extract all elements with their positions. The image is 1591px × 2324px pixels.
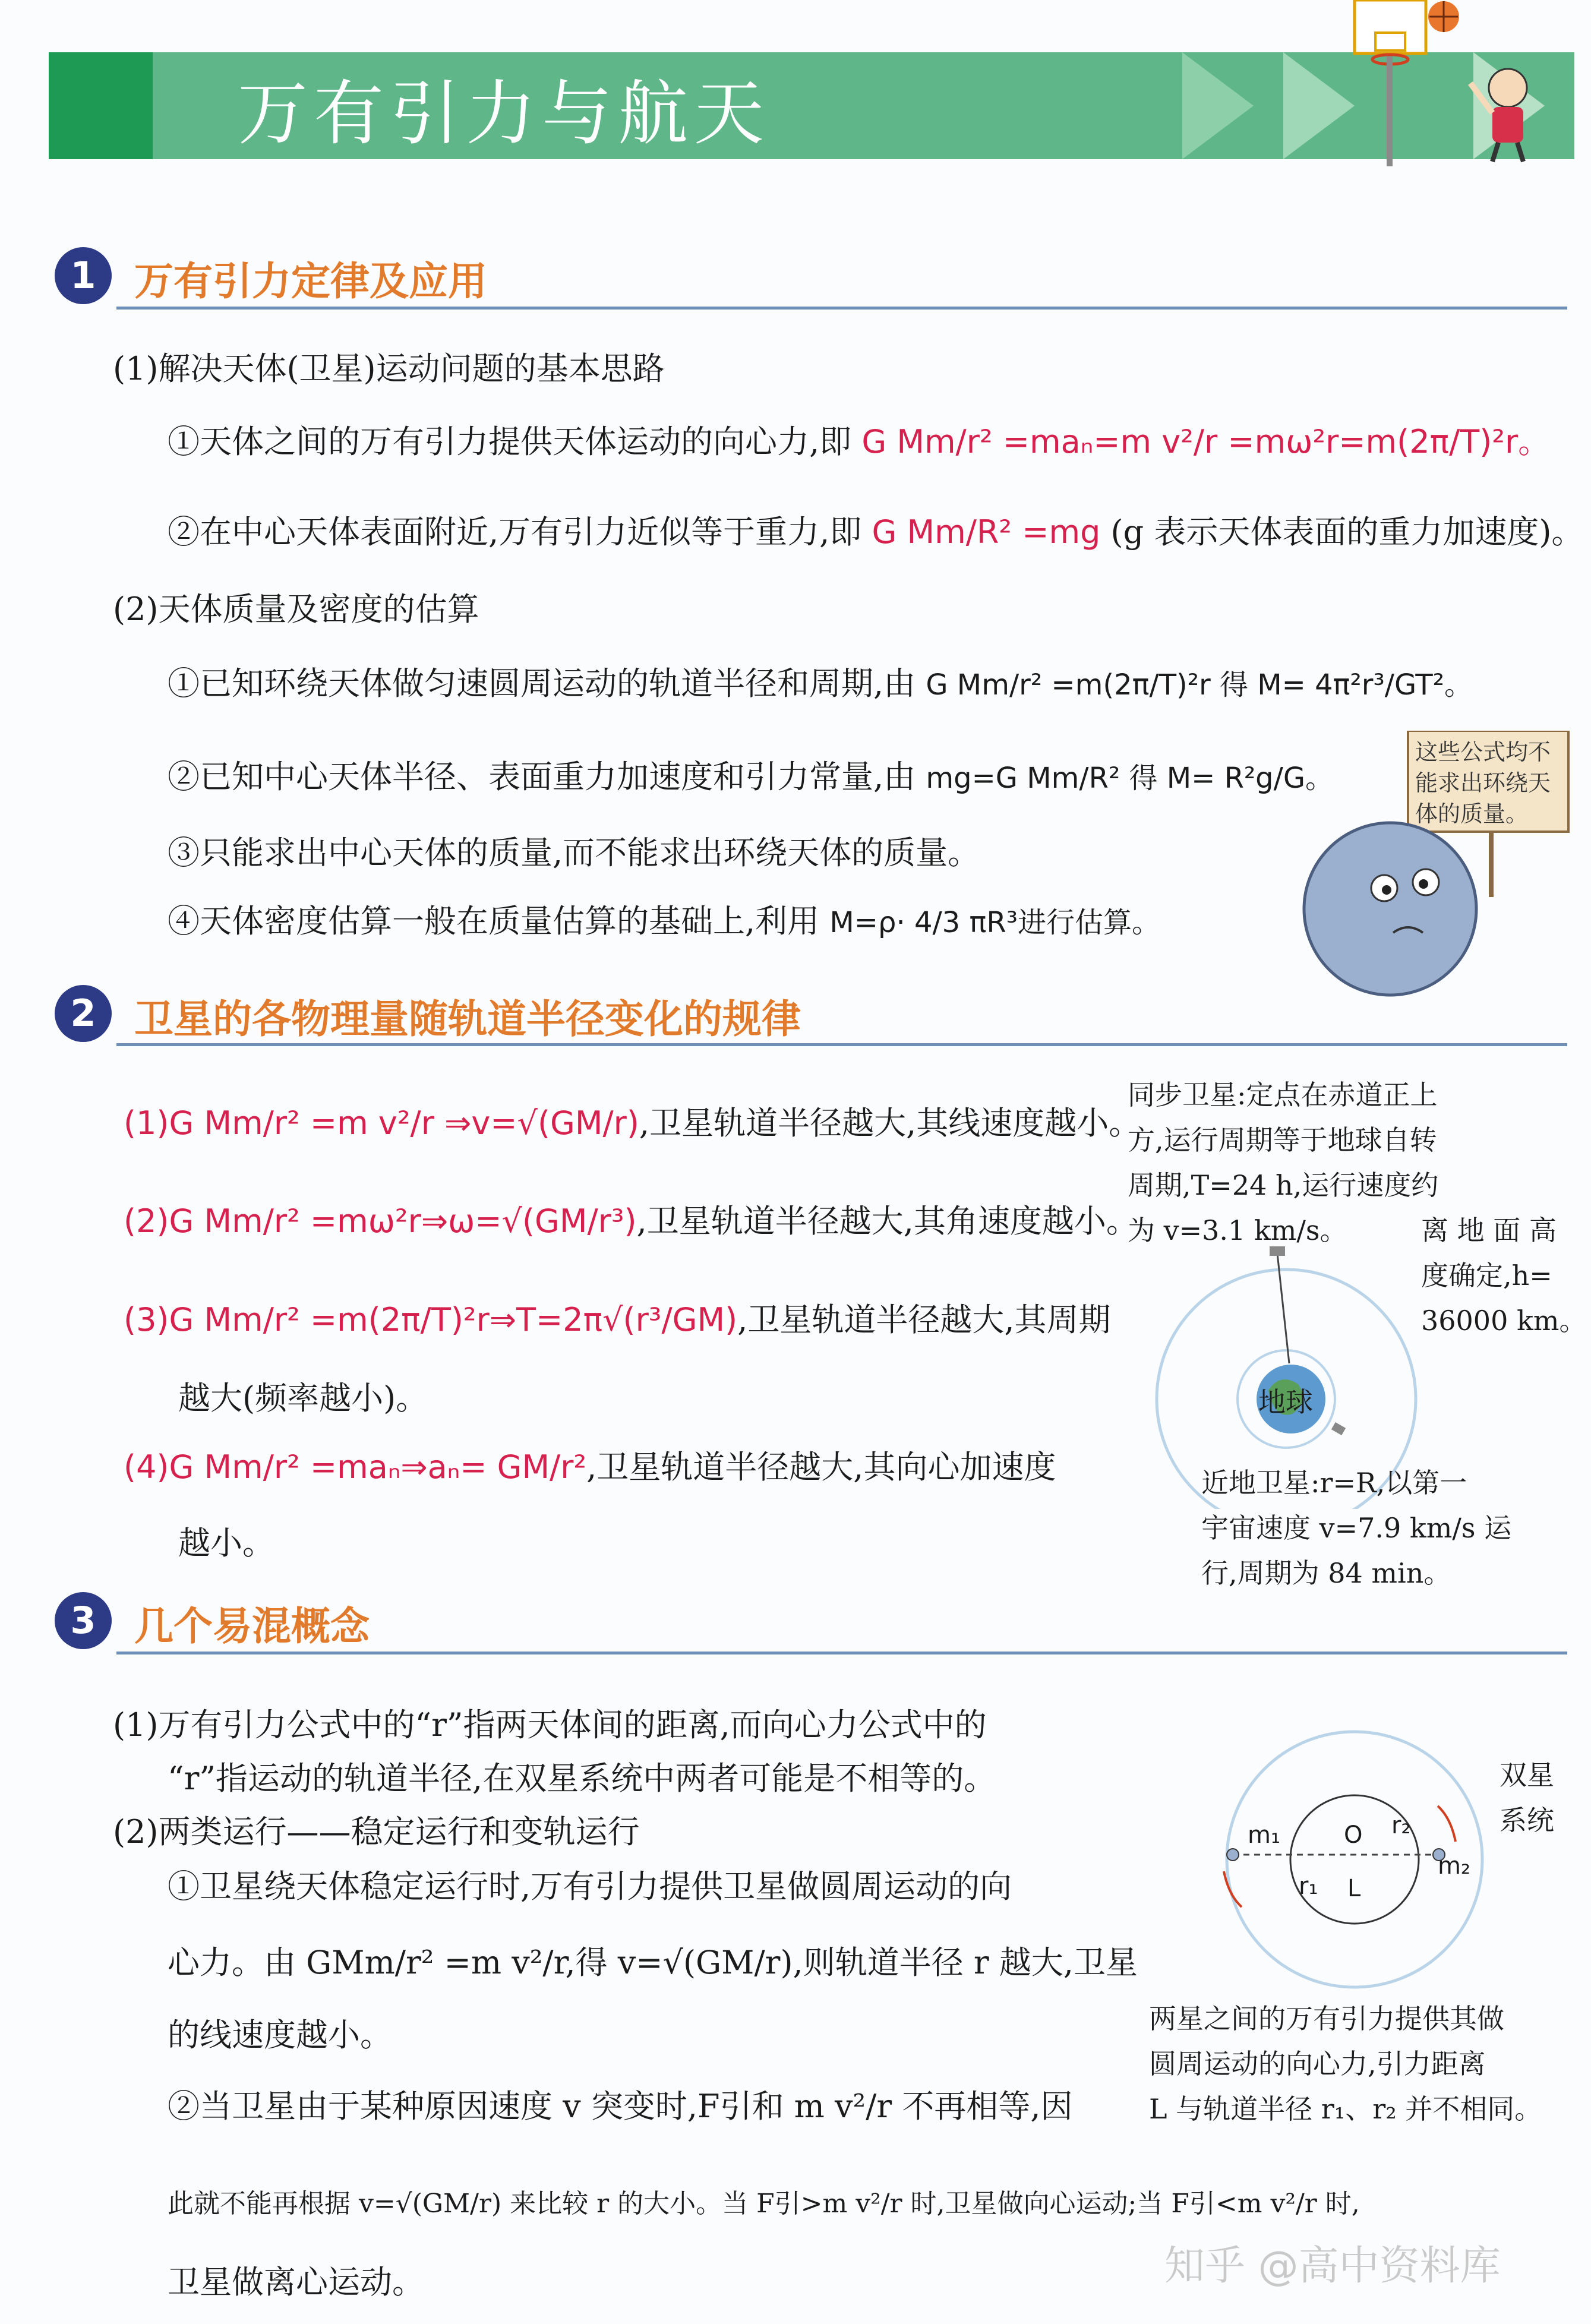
- s1-p1-line1-formula: G Mm/r² =maₙ=m v²/r =mω²r=m(2π/T)²r。: [861, 423, 1551, 460]
- earth-label: 地球: [1258, 1386, 1313, 1418]
- note-line: 周期,T=24 h,运行速度约: [1128, 1169, 1439, 1201]
- s1-p2-line4-text: ④天体密度估算一般在质量估算的基础上,利用: [168, 902, 820, 940]
- watermark: 知乎 @高中资料库: [1164, 2243, 1501, 2290]
- basketball-illustration: [1343, 0, 1580, 166]
- s2-rule-2-text: ,卫星轨道半径越大,其角速度越小。: [636, 1202, 1138, 1240]
- height-note: [1421, 1208, 1586, 1343]
- section-1-rule: [116, 307, 1567, 310]
- s1-p1-line1: [168, 421, 1550, 463]
- s3-line-1a: (1)万有引力公式中的“r”指两天体间的距离,而向心力公式中的: [113, 1706, 987, 1744]
- s2-rule-1-formula: (1)G Mm/r² =m v²/r ⇒v=√(GM/r): [124, 1104, 639, 1142]
- section-3-badge: 3: [55, 1592, 112, 1649]
- s2-rule-2-formula: (2)G Mm/r² =mω²r⇒ω=√(GM/r³): [124, 1202, 637, 1240]
- s1-p2-line2: [168, 756, 1334, 800]
- s2-rule-3-text: ,卫星轨道半径越大,其周期: [737, 1301, 1111, 1338]
- s1-p1-line2-formula: G Mm/R² =mg: [872, 513, 1101, 551]
- s2-rule-4-cont: 越小。: [178, 1524, 274, 1562]
- note-line: 双星: [1500, 1759, 1554, 1791]
- near-satellite-note: [1201, 1460, 1511, 1596]
- s1-p2-line4-formula: M=ρ· 4/3 πR³进行估算。: [829, 906, 1160, 939]
- note-line: 宇宙速度 v=7.9 km/s 运: [1201, 1512, 1512, 1544]
- binary-r1: r₁: [1299, 1873, 1318, 1900]
- s1-p2-line4: [168, 900, 1160, 944]
- note-line: 36000 km。: [1421, 1305, 1587, 1337]
- s1-p2-line2-formula: mg=G Mm/R² 得 M= R²g/G。: [926, 762, 1334, 795]
- note-line: 方,运行周期等于地球自转: [1128, 1124, 1437, 1156]
- note-line: 同步卫星:定点在赤道正上: [1128, 1079, 1438, 1111]
- s1-p2-line3: ③只能求出中心天体的质量,而不能求出环绕天体的质量。: [168, 834, 980, 872]
- sync-satellite-note: [1128, 1072, 1438, 1253]
- s1-p2-line1-text: ①已知环绕天体做匀速圆周运动的轨道半径和周期,由: [168, 665, 916, 702]
- section-2-badge: 2: [55, 985, 112, 1042]
- section-3-rule: [116, 1652, 1567, 1654]
- note-line: 离 地 面 高: [1421, 1214, 1557, 1246]
- s2-rule-3: [124, 1299, 1111, 1341]
- s1-p1-line2-tail: (g 表示天体表面的重力加速度)。: [1110, 513, 1584, 551]
- section-1-title: 万有引力定律及应用: [134, 258, 487, 304]
- globe-sign-line: 体的质量。: [1415, 801, 1529, 827]
- binary-r2: r₂: [1391, 1812, 1411, 1839]
- s2-rule-4-text: ,卫星轨道半径越大,其向心加速度: [586, 1448, 1056, 1486]
- s1-p1-line1-text: ①天体之间的万有引力提供天体运动的向心力,即: [168, 423, 852, 460]
- banner-chevron-1: [1182, 52, 1254, 159]
- s2-rule-2: [124, 1200, 1138, 1243]
- s2-rule-3-formula: (3)G Mm/r² =m(2π/T)²r⇒T=2π√(r³/GM): [124, 1301, 738, 1338]
- binary-o: O: [1344, 1821, 1363, 1849]
- binary-m1: m₁: [1248, 1821, 1280, 1849]
- s1-p2-line1: [168, 662, 1473, 706]
- globe-sign: [1415, 737, 1564, 829]
- s3-line-8: 卫星做离心运动。: [168, 2263, 424, 2301]
- s1-p2-line1-formula: G Mm/r² =m(2π/T)²r 得 M= 4π²r³/GT²。: [926, 668, 1473, 702]
- s1-p1-line2-text: ②在中心天体表面附近,万有引力近似等于重力,即: [168, 513, 862, 551]
- note-line: 近地卫星:r=R,以第一: [1201, 1467, 1467, 1499]
- s3-line-2: (2)两类运行——稳定运行和变轨运行: [113, 1813, 640, 1851]
- s1-p1-line2: [168, 511, 1583, 554]
- section-3-title: 几个易混概念: [134, 1603, 370, 1649]
- globe-sign-line: 能求出环绕天: [1415, 770, 1551, 796]
- s2-rule-4-formula: (4)G Mm/r² =maₙ⇒aₙ= GM/r²: [124, 1448, 587, 1486]
- s3-line-1b: “r”指运动的轨道半径,在双星系统中两者可能是不相等的。: [168, 1760, 996, 1797]
- s3-line-3: ①卫星绕天体稳定运行时,万有引力提供卫星做圆周运动的向: [168, 1868, 1012, 1905]
- note-line: 度确定,h=: [1421, 1259, 1552, 1292]
- note-line: 为 v=3.1 km/s。: [1128, 1214, 1347, 1246]
- binary-m2: m₂: [1438, 1852, 1470, 1880]
- globe-sign-line: 这些公式均不: [1415, 739, 1551, 765]
- s1-p1-heading: (1)解决天体(卫星)运动问题的基本思路: [113, 350, 665, 387]
- s1-p2-heading: (2)天体质量及密度的估算: [113, 591, 479, 628]
- title-banner-accent: [49, 52, 153, 159]
- s2-rule-3-cont: 越大(频率越小)。: [178, 1379, 428, 1417]
- note-line: L 与轨道半径 r₁、r₂ 并不相同。: [1149, 2093, 1542, 2125]
- note-line: 两星之间的万有引力提供其做: [1149, 2003, 1504, 2035]
- section-2-title: 卫星的各物理量随轨道半径变化的规律: [134, 996, 801, 1042]
- note-line: 行,周期为 84 min。: [1201, 1557, 1451, 1589]
- section-2-rule: [116, 1043, 1567, 1046]
- note-line: 圆周运动的向心力,引力距离: [1149, 2048, 1486, 2080]
- s2-rule-1: [124, 1102, 1141, 1145]
- s2-rule-4: [124, 1446, 1056, 1489]
- binary-note: [1149, 1996, 1542, 2132]
- s3-line-4: 心力。由 GMm/r² =m v²/r,得 v=√(GM/r),则轨道半径 r 越大,卫星: [168, 1944, 1138, 1981]
- binary-star-diagram: [1212, 1723, 1521, 1996]
- s1-p2-line2-text: ②已知中心天体半径、表面重力加速度和引力常量,由: [168, 758, 916, 795]
- binary-label: [1500, 1753, 1554, 1843]
- section-1-badge: 1: [55, 247, 112, 304]
- binary-l: L: [1347, 1875, 1361, 1902]
- s3-line-6: ②当卫星由于某种原因速度 v 突变时,F引和 m v²/r 不再相等,因: [168, 2088, 1073, 2125]
- s3-line-7: 此就不能再根据 v=√(GM/r) 来比较 r 的大小。当 F引>m v²/r 时,卫星做向心运动;当 F引<m v²/r 时,: [168, 2189, 1360, 2219]
- page-title: 万有引力与航天: [238, 72, 771, 154]
- s2-rule-1-text: ,卫星轨道半径越大,其线速度越小。: [639, 1104, 1141, 1142]
- s3-line-5: 的线速度越小。: [168, 2016, 392, 2054]
- note-line: 系统: [1500, 1804, 1554, 1836]
